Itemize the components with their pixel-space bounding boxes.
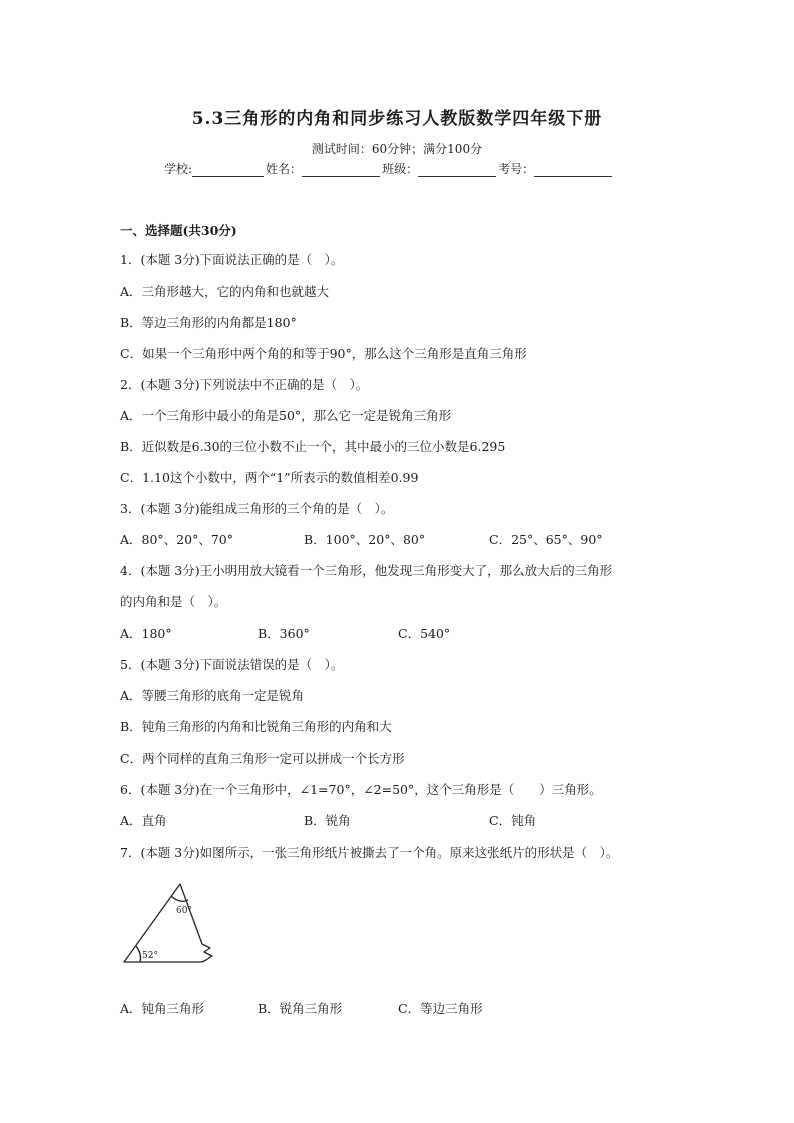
torn-edge <box>202 944 212 962</box>
q7-option-b[interactable]: B．锐角三角形 <box>258 1001 343 1016</box>
question-2: 2．(本题 3分)下列说法中不正确的是（ ）。 <box>120 377 369 392</box>
q1-option-a[interactable]: A．三角形越大，它的内角和也就越大 <box>120 284 330 299</box>
class-label: 班级： <box>382 162 419 176</box>
name-label: 姓名： <box>266 162 303 176</box>
test-info: 测试时间：60分钟；满分100分 <box>311 142 483 156</box>
q7-option-a[interactable]: A．钝角三角形 <box>120 1001 205 1016</box>
student-info-row <box>164 160 614 177</box>
q1-option-b[interactable]: B．等边三角形的内角都是180° <box>120 315 297 330</box>
number-blank[interactable] <box>534 162 612 177</box>
question-4-cont: 的内角和是（ ）。 <box>120 594 227 609</box>
q6-option-a[interactable]: A．直角 <box>120 813 167 828</box>
triangle-outline <box>124 884 202 962</box>
school-label: 学校: <box>164 162 193 176</box>
q7-option-c[interactable]: C．等边三角形 <box>398 1001 483 1016</box>
question-3: 3．(本题 3分)能组成三角形的三个角的是（ ）。 <box>120 501 394 516</box>
q1-option-c[interactable]: C．如果一个三角形中两个角的和等于90°，那么这个三角形是直角三角形 <box>120 346 527 361</box>
q3-option-c[interactable]: C．25°、65°、90° <box>489 532 603 547</box>
q2-option-a[interactable]: A．一个三角形中最小的角是50°，那么它一定是锐角三角形 <box>120 408 452 423</box>
q2-option-c[interactable]: C．1.10这个小数中，两个“1”所表示的数值相差0.99 <box>120 470 419 485</box>
page-title: 5.3三角形的内角和同步练习人教版数学四年级下册 <box>191 109 603 129</box>
left-angle-arc <box>136 946 141 962</box>
question-1: 1．(本题 3分)下面说法正确的是（ ）。 <box>120 252 344 267</box>
q5-option-b[interactable]: B．钝角三角形的内角和比锐角三角形的内角和大 <box>120 719 392 734</box>
q4-option-c[interactable]: C．540° <box>398 626 451 641</box>
q6-option-c[interactable]: C．钝角 <box>489 813 537 828</box>
name-blank[interactable] <box>302 162 380 177</box>
q4-option-a[interactable]: A．180° <box>120 626 172 641</box>
q5-option-c[interactable]: C．两个同样的直角三角形一定可以拼成一个长方形 <box>120 751 405 766</box>
q2-option-b[interactable]: B．近似数是6.30的三位小数不止一个，其中最小的三位小数是6.295 <box>120 439 506 454</box>
question-6: 6．(本题 3分)在一个三角形中，∠1=70°，∠2=50°，这个三角形是（ ）三角形。 <box>120 782 602 797</box>
top-angle-label: 60° <box>176 906 192 916</box>
q4-option-b[interactable]: B．360° <box>258 626 310 641</box>
q3-option-a[interactable]: A．80°、20°、70° <box>120 532 233 547</box>
number-label: 考号： <box>498 162 535 176</box>
question-4: 4．(本题 3分)王小明用放大镜看一个三角形，他发现三角形变大了，那么放大后的三角形 <box>120 563 613 578</box>
class-blank[interactable] <box>418 162 496 177</box>
section-heading: 一、选择题(共30分) <box>120 223 237 238</box>
torn-triangle-figure <box>118 878 228 970</box>
left-angle-label: 52° <box>142 951 158 961</box>
q5-option-a[interactable]: A．等腰三角形的底角一定是锐角 <box>120 688 305 703</box>
question-5: 5．(本题 3分)下面说法错误的是（ ）。 <box>120 657 344 672</box>
q3-option-b[interactable]: B．100°、20°、80° <box>304 532 426 547</box>
question-7: 7．(本题 3分)如图所示，一张三角形纸片被撕去了一个角。原来这张纸片的形状是（ ）。 <box>120 845 619 860</box>
school-blank[interactable] <box>192 162 264 177</box>
q6-option-b[interactable]: B．锐角 <box>304 813 351 828</box>
